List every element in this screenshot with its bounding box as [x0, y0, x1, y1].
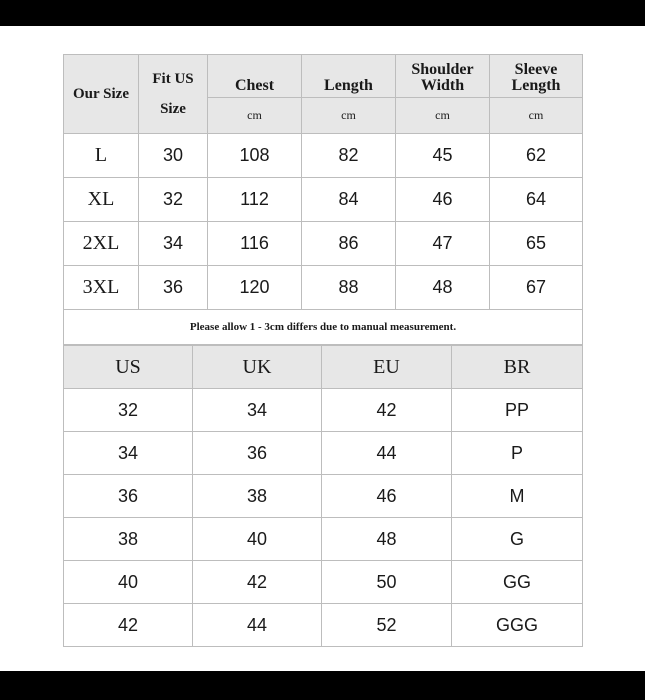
uk-value: 44 [193, 604, 322, 647]
us-value: 32 [64, 389, 193, 432]
header-shoulder-line1: Shoulder [411, 61, 474, 78]
table-row [64, 475, 583, 518]
eu-value: 52 [322, 604, 452, 647]
header-sleeve-length [490, 55, 583, 98]
eu-value: 42 [322, 389, 452, 432]
fit-us-value: 36 [139, 266, 208, 310]
br-value: PP [452, 389, 583, 432]
br-value: GGG [452, 604, 583, 647]
uk-value: 34 [193, 389, 322, 432]
size-label: L [64, 134, 139, 178]
length-value: 86 [302, 222, 396, 266]
uk-value: 40 [193, 518, 322, 561]
header-length: Length [302, 55, 396, 98]
table-row [64, 222, 583, 266]
header-shoulder-width [396, 55, 490, 98]
uk-value: 38 [193, 475, 322, 518]
sleeve-value: 65 [490, 222, 583, 266]
sleeve-value: 67 [490, 266, 583, 310]
measurement-note: Please allow 1 - 3cm differs due to manual measurement. [64, 310, 583, 345]
header-fit-us-top: Fit US [152, 71, 194, 87]
length-value: 88 [302, 266, 396, 310]
br-value: GG [452, 561, 583, 604]
header-fit-us-bottom: Size [160, 101, 186, 117]
bottom-black-bar [0, 671, 645, 700]
top-black-bar [0, 0, 645, 26]
table-row [64, 134, 583, 178]
shoulder-value: 48 [396, 266, 490, 310]
header-us: US [64, 346, 193, 389]
size-conversion-table [63, 345, 583, 647]
br-value: P [452, 432, 583, 475]
unit-chest: cm [208, 98, 302, 134]
uk-value: 36 [193, 432, 322, 475]
eu-value: 44 [322, 432, 452, 475]
eu-value: 50 [322, 561, 452, 604]
header-eu: EU [322, 346, 452, 389]
table-row [64, 518, 583, 561]
chest-value: 120 [208, 266, 302, 310]
size-label: 2XL [64, 222, 139, 266]
unit-shoulder: cm [396, 98, 490, 134]
sleeve-value: 62 [490, 134, 583, 178]
us-value: 34 [64, 432, 193, 475]
eu-value: 46 [322, 475, 452, 518]
header-sleeve-line1: Sleeve [514, 61, 558, 78]
br-value: M [452, 475, 583, 518]
table-row [64, 266, 583, 310]
us-value: 40 [64, 561, 193, 604]
fit-us-value: 34 [139, 222, 208, 266]
header-our-size: Our Size [64, 55, 139, 134]
br-value: G [452, 518, 583, 561]
header-fit-us-size [139, 55, 208, 134]
size-label: 3XL [64, 266, 139, 310]
uk-value: 42 [193, 561, 322, 604]
shoulder-value: 46 [396, 178, 490, 222]
length-value: 84 [302, 178, 396, 222]
shoulder-value: 45 [396, 134, 490, 178]
eu-value: 48 [322, 518, 452, 561]
header-sleeve-line2: Length [511, 77, 561, 94]
header-br: BR [452, 346, 583, 389]
us-value: 38 [64, 518, 193, 561]
chest-value: 108 [208, 134, 302, 178]
table-row [64, 604, 583, 647]
chest-value: 112 [208, 178, 302, 222]
table-row [64, 178, 583, 222]
table-row [64, 389, 583, 432]
length-value: 82 [302, 134, 396, 178]
size-label: XL [64, 178, 139, 222]
size-chart-table [63, 54, 583, 345]
shoulder-value: 47 [396, 222, 490, 266]
chest-value: 116 [208, 222, 302, 266]
unit-length: cm [302, 98, 396, 134]
sleeve-value: 64 [490, 178, 583, 222]
table-row [64, 561, 583, 604]
us-value: 36 [64, 475, 193, 518]
fit-us-value: 30 [139, 134, 208, 178]
header-shoulder-line2: Width [420, 77, 465, 94]
us-value: 42 [64, 604, 193, 647]
table-row [64, 432, 583, 475]
unit-sleeve: cm [490, 98, 583, 134]
fit-us-value: 32 [139, 178, 208, 222]
header-chest: Chest [208, 55, 302, 98]
header-uk: UK [193, 346, 322, 389]
